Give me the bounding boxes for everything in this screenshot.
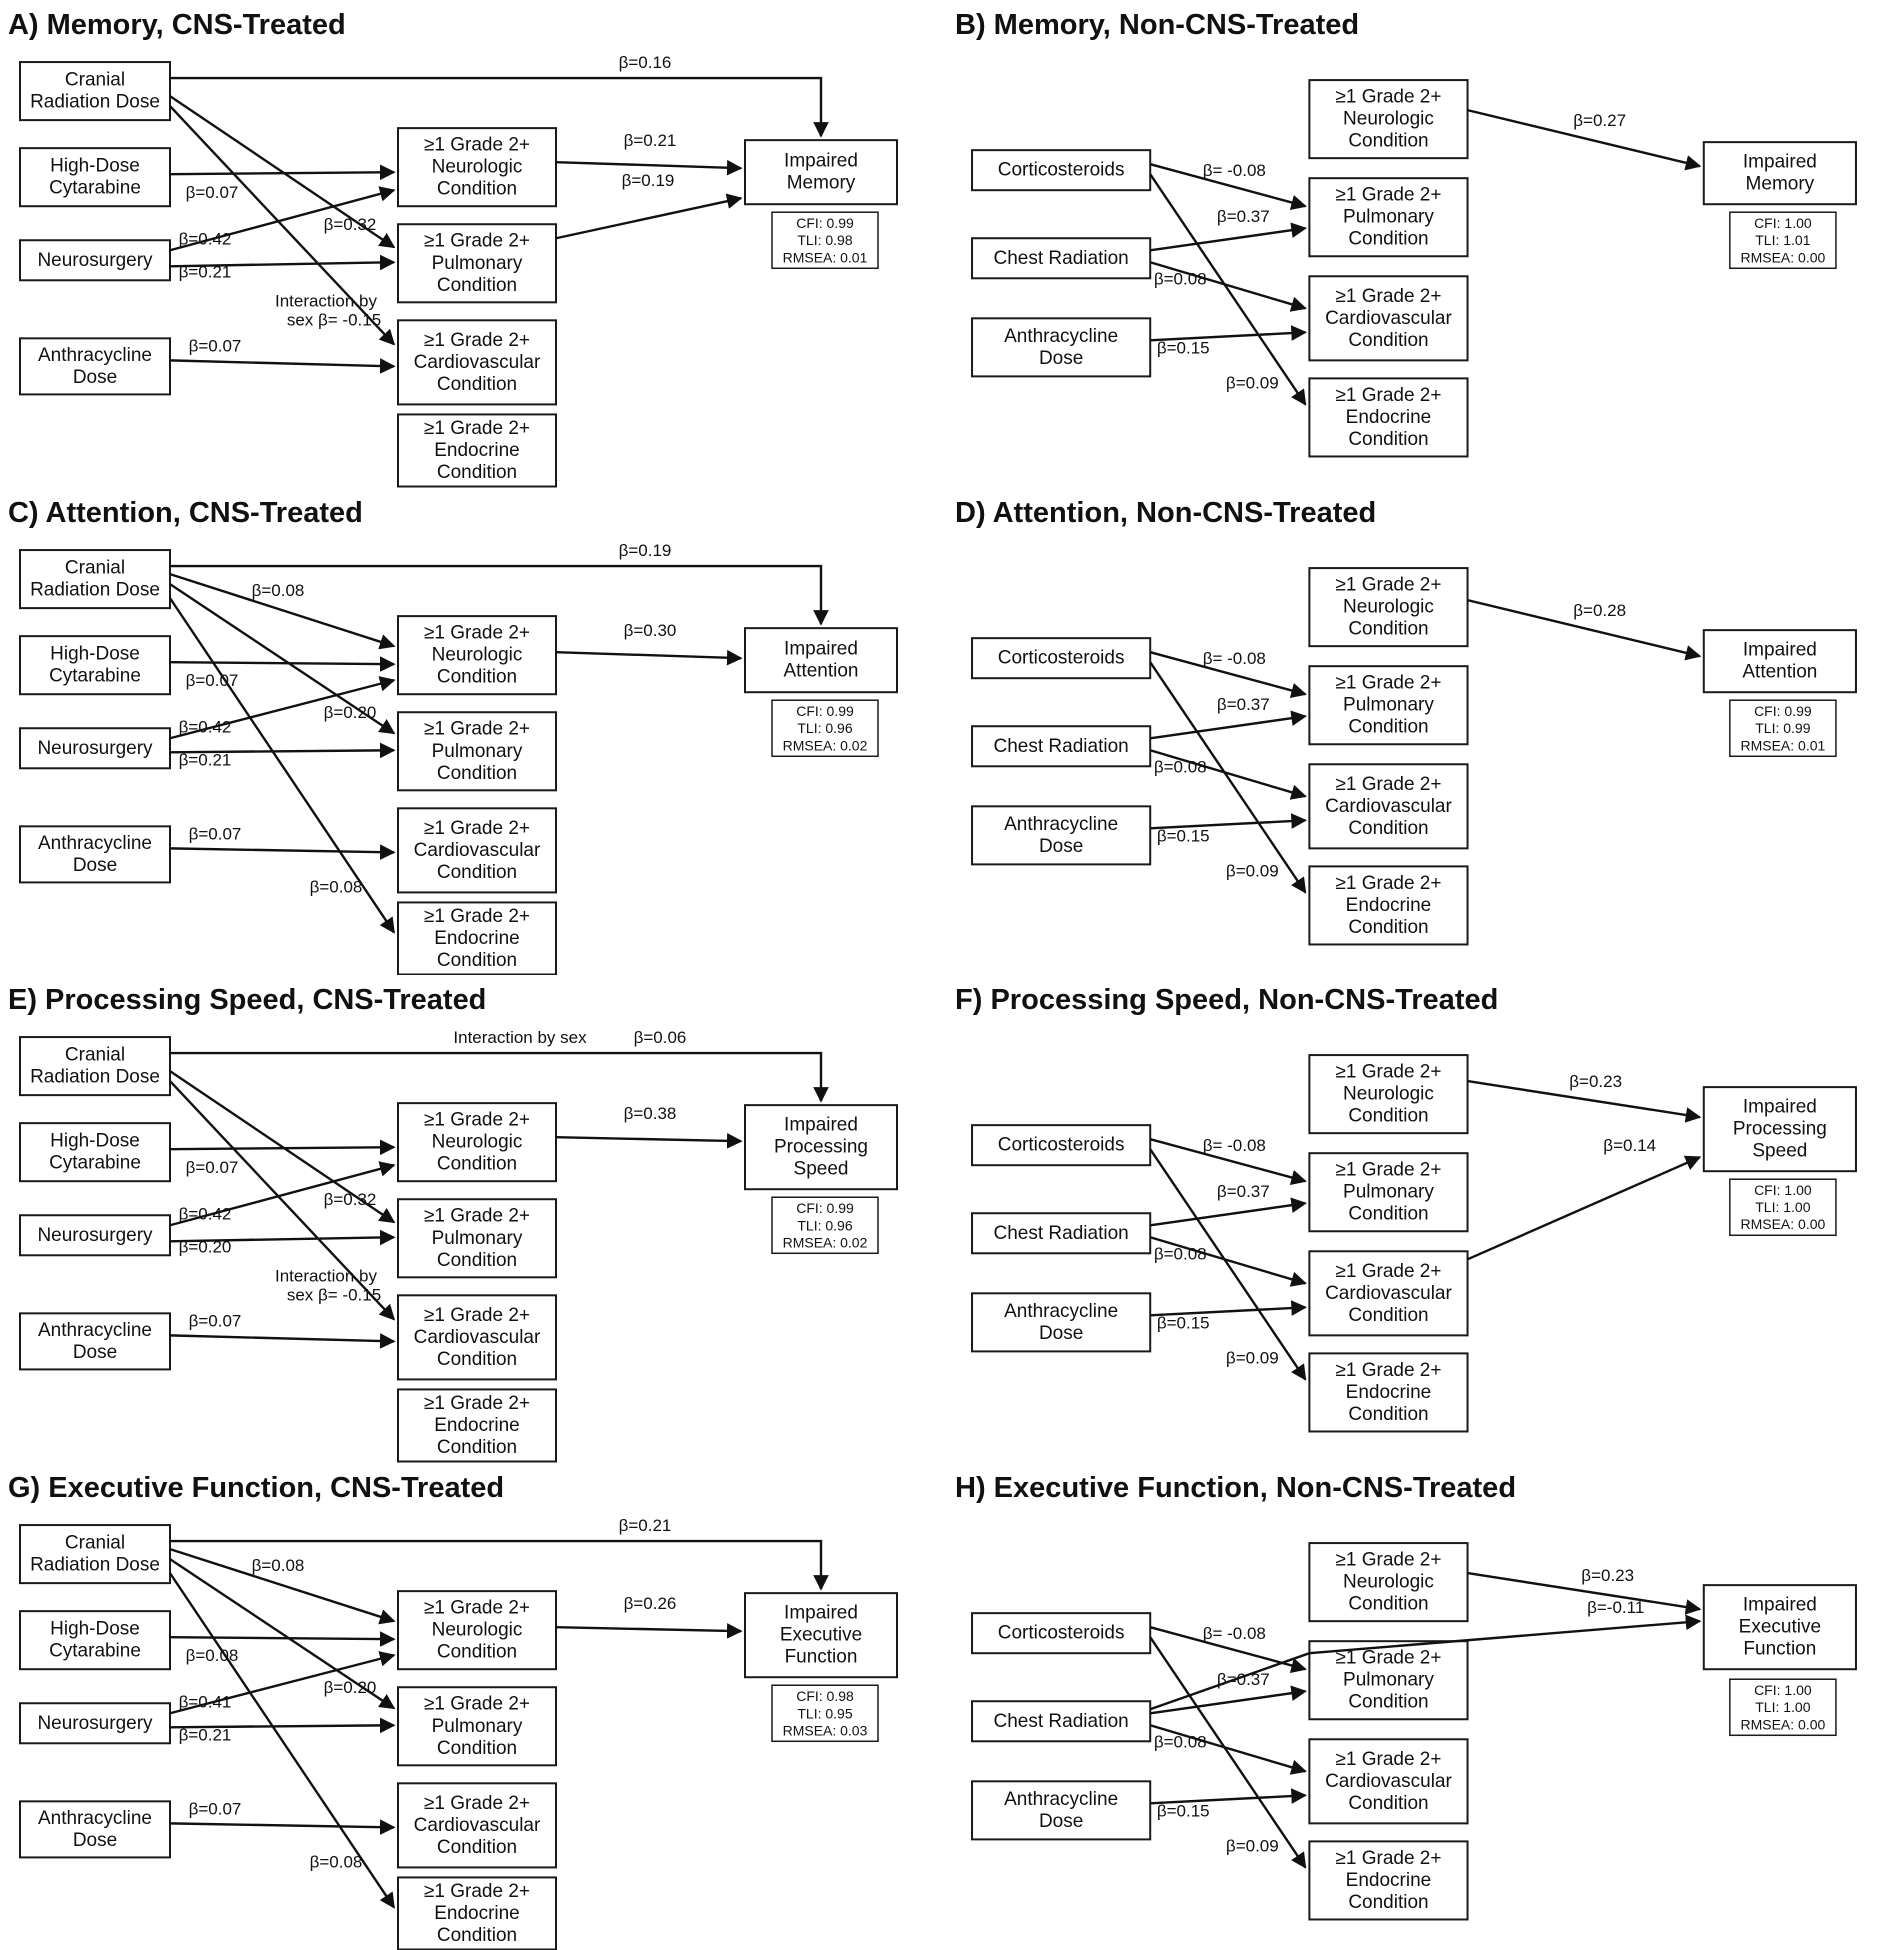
path-coefficient-label: β=0.37 <box>1216 207 1270 227</box>
path-coefficient-label: β=0.21 <box>618 1515 672 1535</box>
path-anthracycline-to-cardiovascular <box>170 360 394 366</box>
condition-endocrine-label: ≥1 Grade 2+ Endocrine Condition <box>1335 1359 1442 1425</box>
path-coefficient-label: β=0.37 <box>1216 1669 1270 1689</box>
path-neurologic-to-outcome <box>556 652 741 658</box>
path-coefficient-label: β=0.08 <box>1153 269 1207 289</box>
panel-A <box>0 0 947 488</box>
path-coefficient-label: β=0.26 <box>623 1593 677 1613</box>
condition-pulmonary-label: ≥1 Grade 2+ Pulmonary Condition <box>424 1205 530 1271</box>
condition-pulmonary-label: ≥1 Grade 2+ Pulmonary Condition <box>1335 1647 1442 1713</box>
condition-neurologic-label: ≥1 Grade 2+ Neurologic Condition <box>424 1109 530 1175</box>
condition-endocrine-label: ≥1 Grade 2+ Endocrine Condition <box>424 1392 530 1458</box>
fit-statistics: CFI: 0.99 TLI: 0.99 RMSEA: 0.01 <box>1740 702 1826 753</box>
path-coefficient-label: β=0.21 <box>178 749 232 769</box>
path-anthracycline-to-cardiovascular <box>170 848 394 852</box>
panel-title: G) Executive Function, CNS-Treated <box>8 1471 505 1504</box>
panel-F <box>947 975 1895 1463</box>
path-coefficient-label: β=0.14 <box>1603 1136 1657 1156</box>
path-coefficient-label: β=0.15 <box>1156 1800 1210 1820</box>
condition-pulmonary-label: ≥1 Grade 2+ Pulmonary Condition <box>1335 1159 1442 1225</box>
condition-neurologic-label: ≥1 Grade 2+ Neurologic Condition <box>1335 86 1442 152</box>
path-coefficient-label: β=0.21 <box>623 131 677 151</box>
condition-endocrine-label: ≥1 Grade 2+ Endocrine Condition <box>424 905 530 971</box>
condition-endocrine-label: ≥1 Grade 2+ Endocrine Condition <box>424 1880 530 1946</box>
fit-statistics: CFI: 1.00 TLI: 1.01 RMSEA: 0.00 <box>1740 215 1826 266</box>
panel-B <box>947 0 1895 488</box>
path-coefficient-label: β=0.08 <box>309 1851 363 1871</box>
path-coefficient-label: β=0.09 <box>1225 373 1279 393</box>
condition-endocrine-label: ≥1 Grade 2+ Endocrine Condition <box>1335 872 1442 938</box>
panel-title: E) Processing Speed, CNS-Treated <box>8 984 487 1017</box>
path-chest-radiation-to-pulmonary <box>1150 1203 1305 1225</box>
path-coefficient-label: β=0.20 <box>178 1237 232 1257</box>
fit-statistics: CFI: 0.99 TLI: 0.98 RMSEA: 0.01 <box>782 215 868 266</box>
fit-statistics: CFI: 0.99 TLI: 0.96 RMSEA: 0.02 <box>782 1200 868 1251</box>
condition-pulmonary-label: ≥1 Grade 2+ Pulmonary Condition <box>424 230 530 296</box>
path-coefficient-label: β= -0.08 <box>1202 161 1266 181</box>
exposure-anthracycline-dose-label: Anthracycline Dose <box>1004 325 1119 369</box>
panel-title: B) Memory, Non-CNS-Treated <box>955 9 1360 42</box>
path-coefficient-label: β=0.20 <box>323 1677 377 1697</box>
path-coefficient-label: β= -0.08 <box>1202 648 1266 668</box>
panel-C <box>0 488 947 976</box>
exposure-anthracycline-dose-label: Anthracycline Dose <box>37 1807 153 1851</box>
path-coefficient-label: β=0.08 <box>251 1555 305 1575</box>
path-coefficient-label: β=0.15 <box>1156 338 1210 358</box>
outcome-impaired-executive-function-label: Impaired Executive Function <box>1738 1594 1822 1660</box>
path-cardiovascular-to-outcome <box>1468 1157 1700 1259</box>
condition-pulmonary-label: ≥1 Grade 2+ Pulmonary Condition <box>424 718 530 784</box>
exposure-high-dose-cytarabine-label: High-Dose Cytarabine <box>49 643 141 687</box>
condition-neurologic-label: ≥1 Grade 2+ Neurologic Condition <box>1335 574 1442 640</box>
exposure-chest-radiation-label: Chest Radiation <box>993 1222 1129 1244</box>
condition-endocrine-label: ≥1 Grade 2+ Endocrine Condition <box>1335 384 1442 450</box>
path-coefficient-label: β=0.07 <box>188 1311 242 1331</box>
condition-cardiovascular-label: ≥1 Grade 2+ Cardiovascular Condition <box>413 329 541 395</box>
exposure-chest-radiation-label: Chest Radiation <box>993 1710 1129 1732</box>
exposure-neurosurgery-label: Neurosurgery <box>37 249 153 271</box>
exposure-corticosteroids-label: Corticosteroids <box>997 1134 1125 1156</box>
outcome-impaired-memory-label: Impaired Memory <box>1742 151 1817 195</box>
path-coefficient-label: β=0.07 <box>185 670 239 690</box>
condition-cardiovascular-label: ≥1 Grade 2+ Cardiovascular Condition <box>1325 1748 1452 1814</box>
condition-endocrine-label: ≥1 Grade 2+ Endocrine Condition <box>1335 1847 1442 1913</box>
exposure-neurosurgery-label: Neurosurgery <box>37 1712 153 1734</box>
path-neurologic-to-outcome <box>556 1137 741 1141</box>
exposure-high-dose-cytarabine-label: High-Dose Cytarabine <box>49 1618 141 1662</box>
path-cytarabine-to-neurologic <box>170 662 394 664</box>
path-coefficient-label: β=-0.11 <box>1587 1597 1645 1617</box>
exposure-high-dose-cytarabine-label: High-Dose Cytarabine <box>49 1130 141 1174</box>
path-coefficient-label: β=0.27 <box>1573 111 1627 131</box>
path-anthracycline-to-cardiovascular <box>170 1823 394 1827</box>
outcome-impaired-attention-label: Impaired Attention <box>783 638 859 682</box>
path-coefficient-label: β=0.07 <box>185 183 239 203</box>
panel-E <box>0 975 947 1463</box>
panel-title: H) Executive Function, Non-CNS-Treated <box>955 1471 1517 1504</box>
condition-neurologic-label: ≥1 Grade 2+ Neurologic Condition <box>1335 1061 1442 1127</box>
condition-neurologic-label: ≥1 Grade 2+ Neurologic Condition <box>424 622 530 688</box>
path-coefficient-label: β=0.08 <box>1153 1731 1207 1751</box>
path-anthracycline-to-cardiovascular <box>170 1335 394 1341</box>
path-neurologic-to-outcome <box>556 1627 741 1631</box>
condition-cardiovascular-label: ≥1 Grade 2+ Cardiovascular Condition <box>1325 285 1452 351</box>
path-coefficient-label: β=0.08 <box>185 1645 239 1665</box>
condition-cardiovascular-label: ≥1 Grade 2+ Cardiovascular Condition <box>1325 773 1452 839</box>
condition-pulmonary-label: ≥1 Grade 2+ Pulmonary Condition <box>1335 184 1442 250</box>
path-coefficient-label: β= -0.08 <box>1202 1623 1266 1643</box>
condition-cardiovascular-label: ≥1 Grade 2+ Cardiovascular Condition <box>413 817 541 883</box>
fit-statistics: CFI: 0.99 TLI: 0.96 RMSEA: 0.02 <box>782 702 868 753</box>
path-coefficient-label: β=0.19 <box>618 540 672 560</box>
path-coefficient-label: β=0.08 <box>309 876 363 896</box>
path-coefficient-label: β=0.07 <box>188 823 242 843</box>
condition-endocrine-label: ≥1 Grade 2+ Endocrine Condition <box>424 417 530 483</box>
exposure-anthracycline-dose-label: Anthracycline Dose <box>37 344 153 388</box>
path-pulmonary-to-outcome <box>556 198 741 238</box>
path-coefficient-label: β=0.07 <box>185 1158 239 1178</box>
exposure-chest-radiation-label: Chest Radiation <box>993 247 1129 269</box>
panel-title: F) Processing Speed, Non-CNS-Treated <box>955 984 1499 1017</box>
condition-neurologic-label: ≥1 Grade 2+ Neurologic Condition <box>424 1597 530 1663</box>
path-cranial-to-outcome <box>170 1053 821 1101</box>
condition-cardiovascular-label: ≥1 Grade 2+ Cardiovascular Condition <box>413 1304 541 1370</box>
exposure-anthracycline-dose-label: Anthracycline Dose <box>1004 1300 1119 1344</box>
panel-H <box>947 1463 1895 1950</box>
path-coefficient-label: β=0.21 <box>178 1724 232 1744</box>
exposure-corticosteroids-label: Corticosteroids <box>997 159 1125 181</box>
path-chest-radiation-to-pulmonary <box>1150 716 1305 738</box>
exposure-cranial-radiation-dose-label: Cranial Radiation Dose <box>30 69 160 113</box>
panel-D <box>947 488 1895 976</box>
panel-title: C) Attention, CNS-Treated <box>8 496 363 529</box>
path-coefficient-label: β=0.06 <box>633 1028 687 1048</box>
path-cytarabine-to-neurologic <box>170 1637 394 1639</box>
path-coefficient-label: β=0.08 <box>1153 1244 1207 1264</box>
panel-title: D) Attention, Non-CNS-Treated <box>955 496 1377 529</box>
path-coefficient-label: β=0.07 <box>188 336 242 356</box>
path-coefficient-label: β=0.37 <box>1216 1182 1270 1202</box>
path-coefficient-label: β=0.19 <box>621 171 675 191</box>
path-coefficient-label: β=0.08 <box>251 580 305 600</box>
path-coefficient-label: β=0.30 <box>623 620 677 640</box>
path-coefficient-label: β=0.23 <box>1569 1072 1623 1092</box>
path-coefficient-label: β=0.15 <box>1156 1313 1210 1333</box>
condition-cardiovascular-label: ≥1 Grade 2+ Cardiovascular Condition <box>413 1792 541 1858</box>
path-chest-radiation-to-pulmonary <box>1150 228 1305 250</box>
exposure-high-dose-cytarabine-label: High-Dose Cytarabine <box>49 155 141 199</box>
outcome-impaired-processing-speed-label: Impaired Processing Speed <box>774 1114 868 1180</box>
exposure-cranial-radiation-dose-label: Cranial Radiation Dose <box>30 557 160 601</box>
exposure-anthracycline-dose-label: Anthracycline Dose <box>37 832 153 876</box>
exposure-anthracycline-dose-label: Anthracycline Dose <box>37 1319 153 1363</box>
path-coefficient-label: β=0.21 <box>178 262 232 282</box>
exposure-neurosurgery-label: Neurosurgery <box>37 1224 153 1246</box>
exposure-anthracycline-dose-label: Anthracycline Dose <box>1004 1788 1119 1832</box>
condition-pulmonary-label: ≥1 Grade 2+ Pulmonary Condition <box>424 1693 530 1759</box>
path-coefficient-label: Interaction by <box>274 291 378 311</box>
path-coefficient-label: β=0.32 <box>323 215 377 235</box>
panel-G <box>0 1463 947 1950</box>
path-coefficient-label: β=0.38 <box>623 1104 677 1124</box>
outcome-impaired-memory-label: Impaired Memory <box>784 150 858 194</box>
path-coefficient-label: β=0.07 <box>188 1798 242 1818</box>
path-coefficient-label: β=0.09 <box>1225 860 1279 880</box>
path-coefficient-label: β=0.32 <box>323 1190 377 1210</box>
fit-statistics: CFI: 0.98 TLI: 0.95 RMSEA: 0.03 <box>782 1687 868 1738</box>
path-coefficient-label: β=0.42 <box>178 229 232 249</box>
fit-statistics: CFI: 1.00 TLI: 1.00 RMSEA: 0.00 <box>1740 1182 1826 1233</box>
fit-statistics: CFI: 1.00 TLI: 1.00 RMSEA: 0.00 <box>1740 1681 1826 1732</box>
path-coefficient-label: β=0.42 <box>178 716 232 736</box>
path-neurologic-to-outcome <box>556 162 741 168</box>
path-coefficient-label: β=0.20 <box>323 702 377 722</box>
outcome-impaired-attention-label: Impaired Attention <box>1742 639 1818 683</box>
exposure-cranial-radiation-dose-label: Cranial Radiation Dose <box>30 1532 160 1576</box>
panel-title: A) Memory, CNS-Treated <box>8 9 346 42</box>
condition-neurologic-label: ≥1 Grade 2+ Neurologic Condition <box>1335 1549 1442 1615</box>
path-coefficient-label: β=0.28 <box>1573 600 1627 620</box>
path-coefficient-label: β=0.08 <box>1153 756 1207 776</box>
exposure-neurosurgery-label: Neurosurgery <box>37 737 153 759</box>
path-coefficient-label: β= -0.08 <box>1202 1136 1266 1156</box>
path-coefficient-label: β=0.37 <box>1216 694 1270 714</box>
exposure-chest-radiation-label: Chest Radiation <box>993 735 1129 757</box>
condition-cardiovascular-label: ≥1 Grade 2+ Cardiovascular Condition <box>1325 1260 1452 1326</box>
path-coefficient-label: β=0.15 <box>1156 825 1210 845</box>
exposure-anthracycline-dose-label: Anthracycline Dose <box>1004 813 1119 857</box>
path-coefficient-label: β=0.42 <box>178 1204 232 1224</box>
outcome-impaired-processing-speed-label: Impaired Processing Speed <box>1732 1096 1827 1162</box>
exposure-corticosteroids-label: Corticosteroids <box>997 647 1125 669</box>
outcome-impaired-executive-function-label: Impaired Executive Function <box>779 1602 863 1668</box>
condition-neurologic-label: ≥1 Grade 2+ Neurologic Condition <box>424 134 530 200</box>
path-coefficient-label: β=0.16 <box>618 53 672 73</box>
path-coefficient-label: β=0.41 <box>178 1691 232 1711</box>
path-coefficient-label: sex β= -0.15 <box>286 1285 382 1305</box>
condition-pulmonary-label: ≥1 Grade 2+ Pulmonary Condition <box>1335 672 1442 738</box>
exposure-corticosteroids-label: Corticosteroids <box>997 1622 1125 1644</box>
exposure-cranial-radiation-dose-label: Cranial Radiation Dose <box>30 1044 160 1088</box>
path-coefficient-label: β=0.09 <box>1225 1835 1279 1855</box>
path-coefficient-label: β=0.23 <box>1581 1565 1635 1585</box>
path-coefficient-label: Interaction by <box>274 1266 378 1286</box>
path-coefficient-label: Interaction by sex <box>453 1028 587 1048</box>
path-coefficient-label: β=0.09 <box>1225 1348 1279 1368</box>
path-coefficient-label: sex β= -0.15 <box>286 310 382 330</box>
